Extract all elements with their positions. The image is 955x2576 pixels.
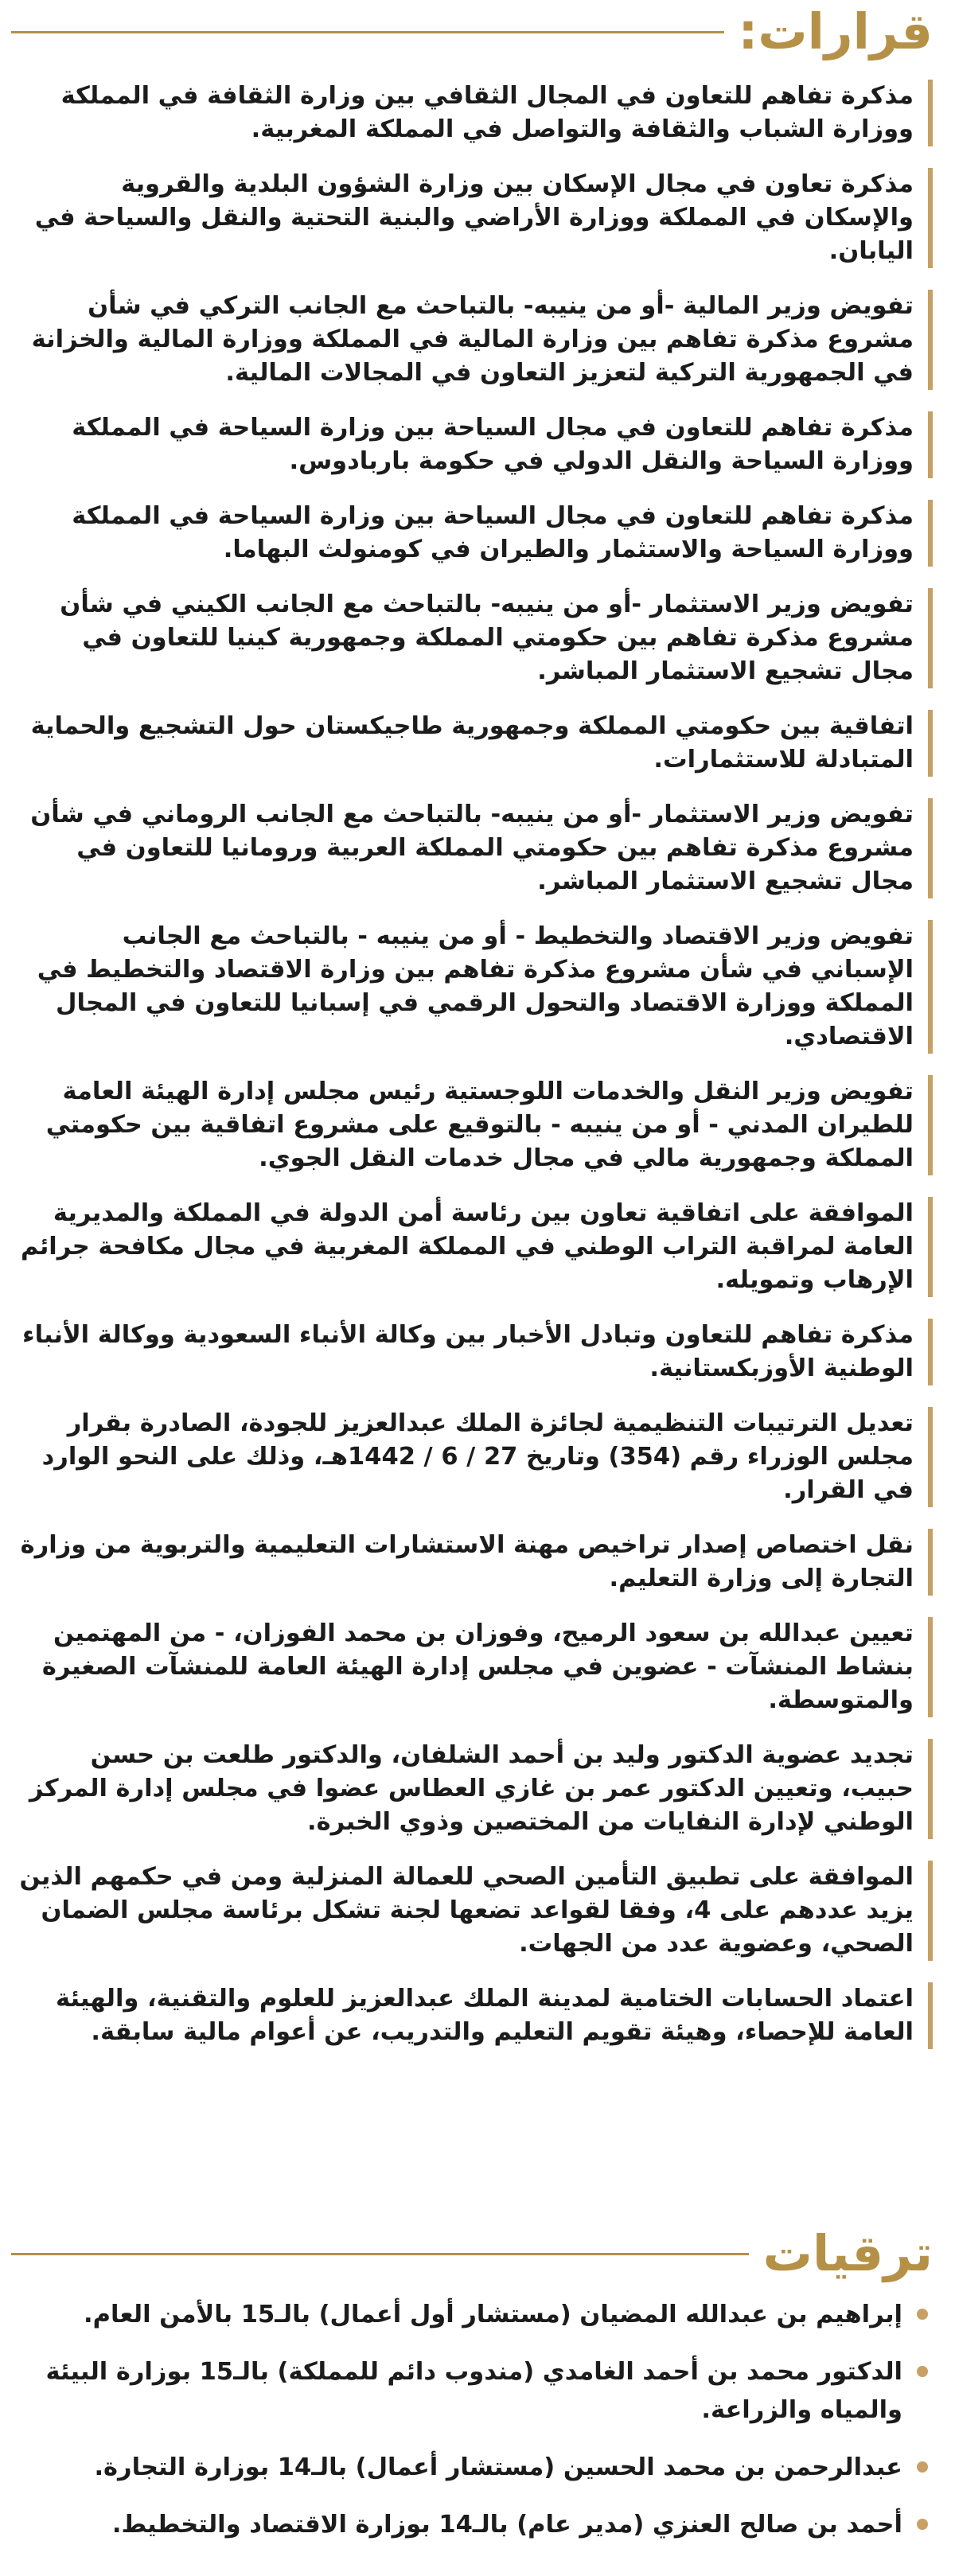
decisions-list [16, 80, 933, 2071]
decision-item: الموافقة على تطبيق التأمين الصحي للعمالة المنزلية ومن في حكمهم الذين يزيد عددهم على 4، وفقا لقواعد تضعها لجنة تشكل برئاسة مجلس الضمان الصحي، وعضوية عدد من الجهات. [16, 1861, 933, 1961]
decision-item: تفويض وزير الاستثمار -أو من ينيبه- بالتباحث مع الجانب الكيني في شأن مشروع مذكرة تفاهم بين حكومتي المملكة وجمهورية كينيا للتعاون في مجال تشجيع الاستثمار المباشر. [16, 588, 933, 688]
decision-item: تفويض وزير الاقتصاد والتخطيط - أو من ينيبه - بالتباحث مع الجانب الإسباني في شأن مشروع مذكرة تفاهم بين وزارة الاقتصاد والتخطيط في المملكة ووزارة الاقتصاد والتحول الرقمي في إسبانيا للتعاون في المجال الاقتصادي. [16, 920, 933, 1054]
decision-item: تجديد عضوية الدكتور وليد بن أحمد الشلفان، والدكتور طلعت بن حسن حبيب، وتعيين الدكتور عمر بن غازي العطاس عضوا في مجلس إدارة المركز الوطني لإدارة النفايات من المختصين وذوي الخبرة. [16, 1739, 933, 1839]
decision-item: مذكرة تفاهم للتعاون في مجال السياحة بين وزارة السياحة في المملكة ووزارة السياحة والاستثمار والطيران في كومنولث البهاما. [16, 500, 933, 567]
promotions-list [16, 2296, 933, 2563]
decisions-header [11, 0, 933, 64]
decision-item: مذكرة تعاون في مجال الإسكان بين وزارة الشؤون البلدية والقروية والإسكان في المملكة ووزارة الأراضي والبنية التحتية والنقل والسياحة في اليابان. [16, 168, 933, 268]
bullet-icon [917, 2461, 928, 2473]
decision-item: تفويض وزير الاستثمار -أو من ينيبه- بالتباحث مع الجانب الروماني في شأن مشروع مذكرة تفاهم بين حكومتي المملكة العربية ورومانيا للتعاون في مجال تشجيع الاستثمار المباشر. [16, 798, 933, 898]
decision-item: اتفاقية بين حكومتي المملكة وجمهورية طاجيكستان حول التشجيع والحماية المتبادلة للاستثمارات. [16, 710, 933, 777]
decision-item: نقل اختصاص إصدار تراخيص مهنة الاستشارات التعليمية والتربوية من وزارة التجارة إلى وزارة التعليم. [16, 1529, 933, 1596]
promotion-item [16, 2353, 933, 2430]
decision-item: الموافقة على اتفاقية تعاون بين رئاسة أمن الدولة في المملكة والمديرية العامة لمراقبة التراب الوطني في المملكة المغربية في مجال مكافحة جرائم الإرهاب وتمويله. [16, 1197, 933, 1297]
decision-item: تعيين عبدالله بن سعود الرميح، وفوزان بن محمد الفوزان، - من المهتمين بنشاط المنشآت - عضوين في مجلس إدارة الهيئة العامة للمنشآت الصغيرة والمتوسطة. [16, 1617, 933, 1717]
promotion-text: أحمد بن صالح العنزي (مدير عام) بالـ14 بوزارة الاقتصاد والتخطيط. [111, 2511, 902, 2539]
decision-item: اعتماد الحسابات الختامية لمدينة الملك عبدالعزيز للعلوم والتقنية، والهيئة العامة للإحصاء، وهيئة تقويم التعليم والتدريب، عن أعوام مالية سابقة. [16, 1982, 933, 2049]
promotions-header [11, 2222, 933, 2286]
decision-item: مذكرة تفاهم للتعاون في المجال الثقافي بين وزارة الثقافة في المملكة ووزارة الشباب والثقافة والتواصل في المملكة المغربية. [16, 80, 933, 146]
decision-item: تفويض وزير النقل والخدمات اللوجستية رئيس مجلس إدارة الهيئة العامة للطيران المدني - أو من ينيبه - بالتوقيع على مشروع اتفاقية بين حكومتي المملكة وجمهورية مالي في مجال خدمات النقل الجوي. [16, 1075, 933, 1175]
promotion-text: الدكتور محمد بن أحمد الغامدي (مندوب دائم للمملكة) بالـ15 بوزارة البيئة والمياه والزراعة. [45, 2358, 902, 2424]
promotions-header-rule [11, 2253, 749, 2255]
decision-item: تفويض وزير المالية -أو من ينيبه- بالتباحث مع الجانب التركي في شأن مشروع مذكرة تفاهم بين وزارة المالية في المملكة ووزارة المالية والخزانة في الجمهورية التركية لتعزيز التعاون في المجالات المالية. [16, 290, 933, 390]
decision-item: مذكرة تفاهم للتعاون وتبادل الأخبار بين وكالة الأنباء السعودية ووكالة الأنباء الوطنية الأوزبكستانية. [16, 1319, 933, 1385]
promotion-item [16, 2449, 933, 2487]
bullet-icon [917, 2519, 928, 2530]
decisions-title: قرارات: [738, 2, 933, 60]
decisions-header-rule [11, 31, 724, 33]
promotion-item [16, 2296, 933, 2334]
promotion-text: عبدالرحمن بن محمد الحسين (مستشار أعمال) بالـ14 بوزارة التجارة. [94, 2453, 902, 2481]
decision-item: تعديل الترتيبات التنظيمية لجائزة الملك عبدالعزيز للجودة، الصادرة بقرار مجلس الوزراء رقم (354) وتاريخ 27 / 6 / 1442هـ، وذلك على النحو الوارد في القرار. [16, 1407, 933, 1507]
bullet-icon [917, 2309, 928, 2320]
decision-item: مذكرة تفاهم للتعاون في مجال السياحة بين وزارة السياحة في المملكة ووزارة السياحة والنقل الدولي في حكومة باربادوس. [16, 411, 933, 478]
promotion-item [16, 2506, 933, 2544]
promotion-text: إبراهيم بن عبدالله المضيان (مستشار أول أعمال) بالـ15 بالأمن العام. [84, 2301, 902, 2329]
promotions-title: ترقيات [762, 2224, 933, 2282]
bullet-icon [917, 2366, 928, 2377]
